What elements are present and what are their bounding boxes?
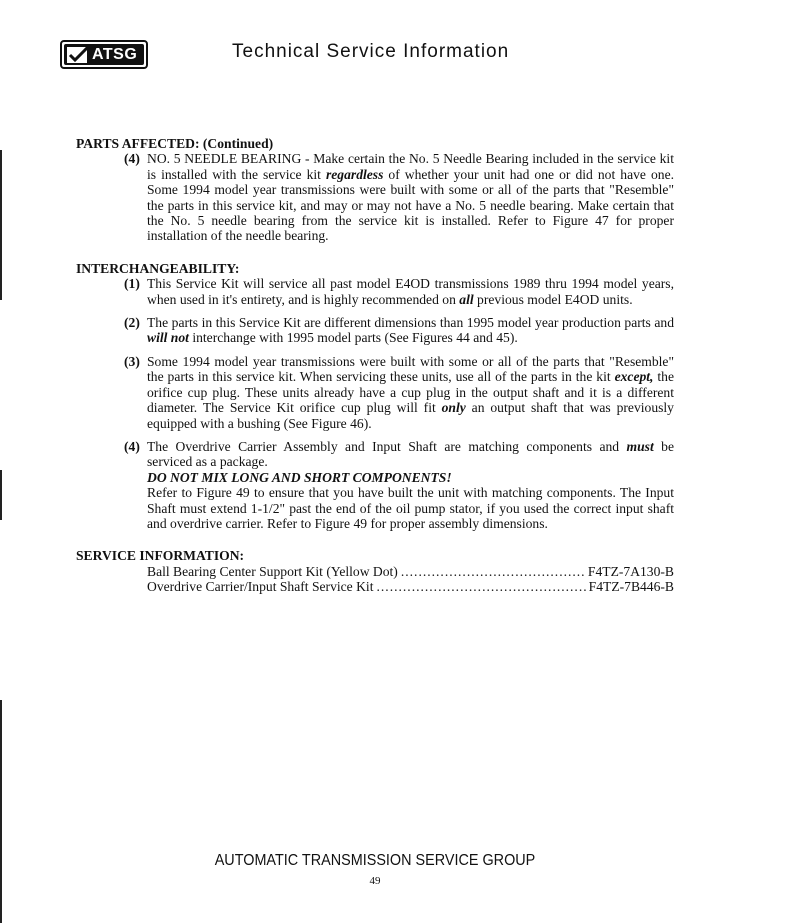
document-body (76, 136, 674, 595)
footer-organization: AUTOMATIC TRANSMISSION SERVICE GROUP (214, 852, 536, 869)
kit-row (76, 564, 674, 579)
part-number: F4TZ-7B446-B (588, 579, 674, 595)
list-item (76, 315, 674, 346)
checkmark-icon (67, 46, 91, 64)
item-text: The Overdrive Carrier Assembly and Input Shaft are matching components and must be serviced as a package. (147, 438, 674, 470)
binding-edge-mark (0, 470, 2, 520)
atsg-logo (60, 40, 148, 69)
dot-leader (401, 564, 585, 579)
kit-name: Overdrive Carrier/Input Shaft Service Kit (147, 579, 374, 595)
kit-name: Ball Bearing Center Support Kit (Yellow Dot) (147, 563, 398, 579)
parts-affected-heading: PARTS AFFECTED: (Continued) (76, 136, 274, 151)
binding-edge-mark (0, 700, 2, 923)
dot-leader (377, 579, 586, 594)
item-text: This Service Kit will service all past model E4OD transmissions 1989 thru 1994 model years, when used in it's entirety, and is highly recommended on all previous model E4OD units. (147, 276, 674, 307)
item-number: (3) (124, 353, 140, 369)
service-information-heading: SERVICE INFORMATION: (76, 548, 245, 564)
kit-row (76, 579, 674, 594)
item-number: (4) (124, 438, 140, 454)
interchangeability-heading: INTERCHANGEABILITY: (76, 260, 240, 276)
item-number: (1) (124, 276, 140, 292)
logo-text: ATSG (92, 45, 138, 63)
item-text: Some 1994 model year transmissions were built with some or all of the parts that "Resemble" the parts in this service kit. When servicing these units, use all of the parts in the kit except, the orifice cup plug. These units already have a cup plug in the output shaft and it is a different diameter. The Service Kit orifice cup plug will fit only an output shaft that was previously equipped with a bushing (See Figure 46). (147, 353, 674, 431)
part-number: F4TZ-7A130-B (587, 563, 674, 579)
list-item (76, 151, 674, 243)
binding-edge-mark (0, 150, 2, 300)
item-text: Refer to Figure 49 to ensure that you have built the unit with matching components. The Input Shaft must extend 1-1/2" past the end of the oil pump stator, if you used the correct input shaft and overdrive carrier. Refer to Figure 49 for proper assembly dimensions. (147, 485, 674, 531)
page-title: Technical Service Information (232, 41, 510, 62)
item-text: NO. 5 NEEDLE BEARING - Make certain the No. 5 Needle Bearing included in the service kit is installed with the service kit regardless of whether your unit had one or did not have one. Some 1994 model year transmissions were built with some or all of the parts that "Resemble" the parts in this service kit, and may or may not have a No. 5 needle bearing. Make certain that the No. 5 needle bearing from the service kit is installed. Refer to Figure 47 for proper installation of the needle bearing. (147, 151, 674, 244)
warning-text: DO NOT MIX LONG AND SHORT COMPONENTS! (147, 469, 452, 485)
item-number: (2) (124, 315, 140, 331)
page-number: 49 (369, 875, 381, 887)
list-item (76, 354, 674, 431)
list-item (76, 439, 674, 531)
item-number: (4) (124, 151, 140, 167)
item-text: The parts in this Service Kit are different dimensions than 1995 model year production parts and will not interchange with 1995 model parts (See Figures 44 and 45). (147, 315, 674, 346)
list-item (76, 276, 674, 307)
